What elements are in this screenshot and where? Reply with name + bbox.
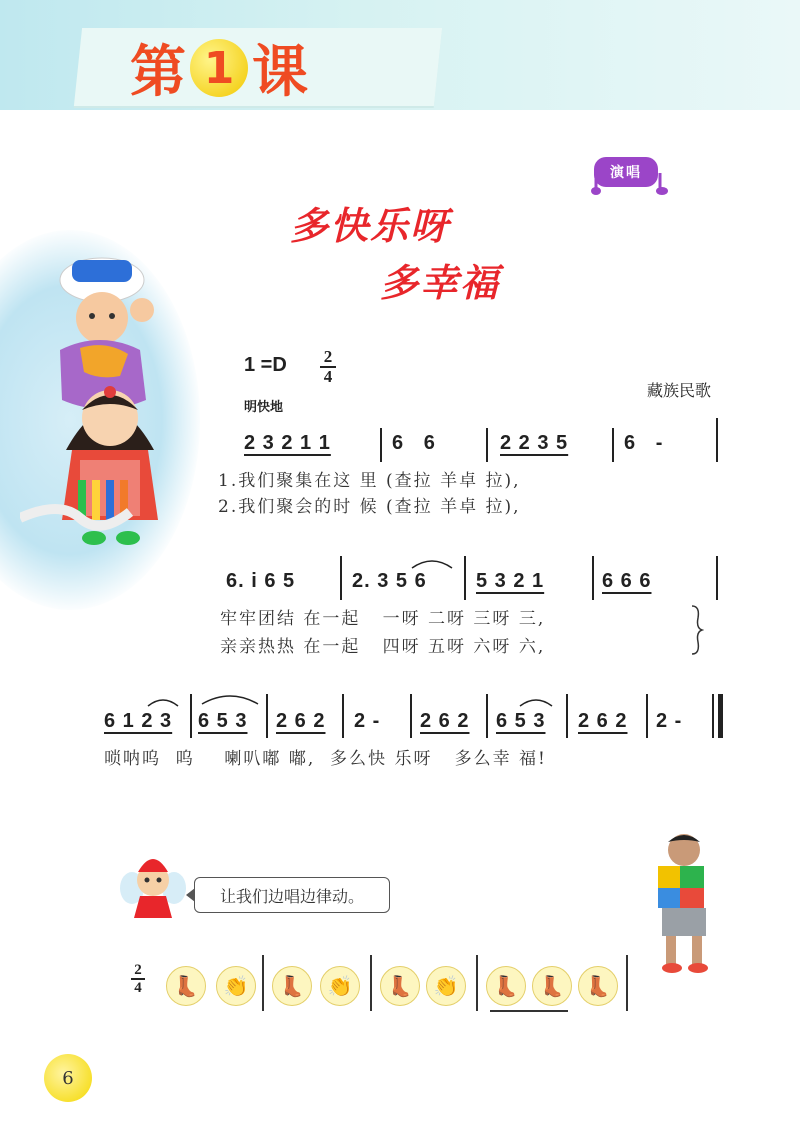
barline <box>340 556 342 600</box>
barline <box>566 694 568 738</box>
row2-measure4: 6 6 6 <box>602 570 652 592</box>
barline <box>486 428 488 462</box>
row1-measure2: 6 6 <box>392 432 436 454</box>
barline <box>410 694 412 738</box>
clap-hand-icon: 👏 <box>320 966 360 1006</box>
row3-measure1: 6 1 2 3 <box>104 710 173 732</box>
song-origin: 藏族民歌 <box>647 381 712 400</box>
slur <box>518 696 554 708</box>
lesson-prefix: 第 <box>130 39 186 105</box>
row3-measure6: 6 5 3 <box>496 710 546 732</box>
lesson-number: 1 <box>190 39 248 97</box>
row3-lyric: 唢呐呜 呜 喇叭嘟 嘟, 多么快 乐呀 多么幸 福! <box>104 749 547 769</box>
row2-measure3: 5 3 2 1 <box>476 570 545 592</box>
song-title-line1: 多快乐呀 <box>290 203 451 248</box>
rhythm-barline <box>626 955 628 1011</box>
key-signature: 1 =D <box>244 354 287 376</box>
final-barline-thin <box>712 694 714 738</box>
song-title-line2: 多幸福 <box>380 260 501 305</box>
row3-measure3: 2 6 2 <box>276 710 326 732</box>
time-signature <box>318 348 338 386</box>
barline <box>266 694 268 738</box>
lesson-title <box>130 28 490 108</box>
page-number: 6 <box>44 1054 92 1102</box>
row1-lyric-verse1: 1.我们聚集在这 里 (查拉 羊卓 拉), <box>218 471 521 491</box>
clap-hand-icon: 👏 <box>216 966 256 1006</box>
boy-photo <box>640 828 730 978</box>
stomp-boot-icon: 👢 <box>486 966 526 1006</box>
row3-measure4: 2 - <box>354 710 381 732</box>
barline <box>612 428 614 462</box>
row3-measure7: 2 6 2 <box>578 710 628 732</box>
rhythm-time-bottom: 4 <box>134 980 142 996</box>
barline <box>716 418 718 462</box>
row1-measure3: 2 2 3 5 <box>500 432 569 454</box>
row2-lyric-verse2: 亲亲热热 在一起 四呀 五呀 六呀 六, <box>220 637 546 657</box>
sing-badge <box>590 153 672 193</box>
time-bottom: 4 <box>323 367 333 386</box>
row2-measure2: 2. 3 5 6 <box>352 570 427 592</box>
tibetan-children-illustration <box>20 250 190 550</box>
tempo-marking: 明快地 <box>244 400 284 415</box>
row3-measure8: 2 - <box>656 710 683 732</box>
barline <box>380 428 382 462</box>
barline <box>716 556 718 600</box>
clap-hand-icon: 👏 <box>426 966 466 1006</box>
rhythm-barline <box>370 955 372 1011</box>
row1-measure1: 2 3 2 1 1 <box>244 432 331 454</box>
slur <box>200 692 260 706</box>
brace <box>690 604 704 656</box>
row2-lyric-verse1: 牢牢团结 在一起 一呀 二呀 三呀 三, <box>220 609 546 629</box>
barline <box>342 694 344 738</box>
stomp-boot-icon: 👢 <box>166 966 206 1006</box>
rhythm-barline <box>476 955 478 1011</box>
rhythm-time-signature <box>130 962 146 996</box>
barline <box>190 694 192 738</box>
rhythm-beam <box>490 1010 568 1012</box>
stomp-boot-icon: 👢 <box>380 966 420 1006</box>
elf-mascot-icon <box>118 852 188 924</box>
stomp-boot-icon: 👢 <box>578 966 618 1006</box>
rhythm-barline <box>262 955 264 1011</box>
row1-lyric-verse2: 2.我们聚会的时 候 (查拉 羊卓 拉), <box>218 497 521 517</box>
time-top: 2 <box>323 347 333 366</box>
final-barline-thick <box>718 694 723 738</box>
barline <box>486 694 488 738</box>
row3-measure2: 6 5 3 <box>198 710 248 732</box>
sing-label: 演唱 <box>594 157 658 187</box>
row3-measure5: 2 6 2 <box>420 710 470 732</box>
speech-bubble: 让我们边唱边律动。 <box>194 877 390 913</box>
slur <box>410 556 454 570</box>
barline <box>464 556 466 600</box>
rhythm-time-top: 2 <box>134 962 142 978</box>
row2-measure1: 6. i 6 5 <box>226 570 296 592</box>
row1-measure4: 6 - <box>624 432 664 454</box>
stomp-boot-icon: 👢 <box>272 966 312 1006</box>
barline <box>646 694 648 738</box>
slur <box>146 696 180 708</box>
lesson-suffix: 课 <box>252 39 308 105</box>
barline <box>592 556 594 600</box>
stomp-boot-icon: 👢 <box>532 966 572 1006</box>
